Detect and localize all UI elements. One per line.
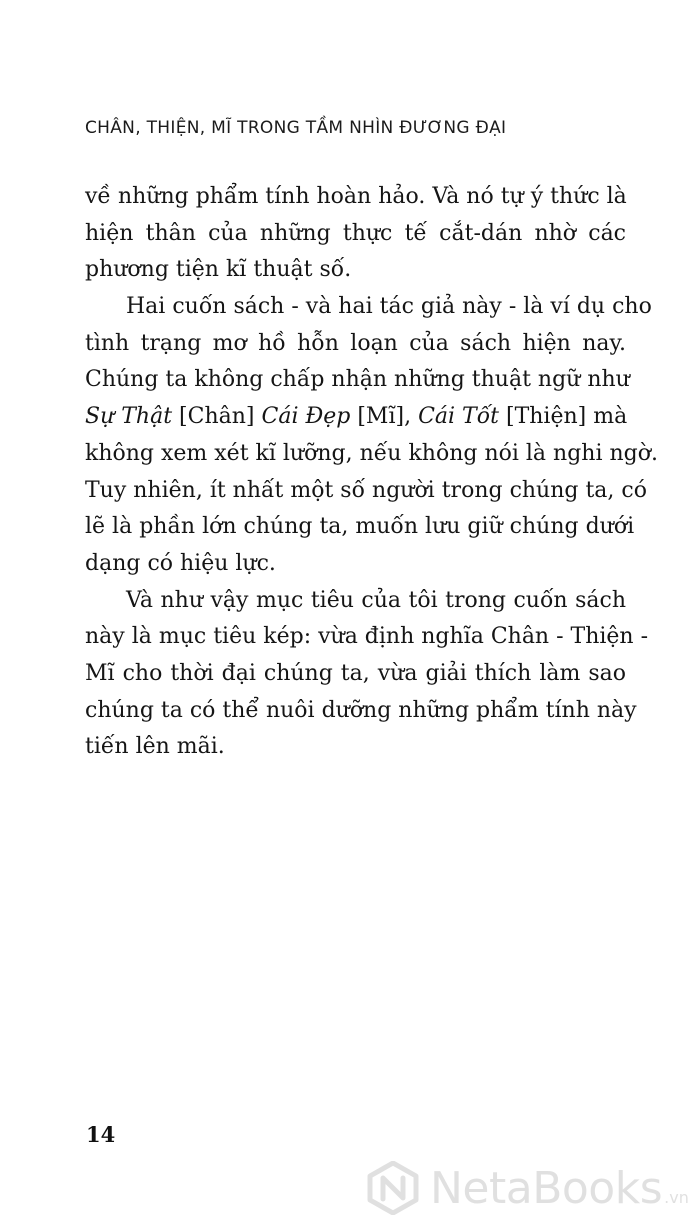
text-line: dạng có hiệu lực. bbox=[85, 550, 276, 576]
text-line: tiến lên mãi. bbox=[85, 734, 225, 760]
text-line: Và như vậy mục tiêu của tôi trong cuốn sách bbox=[126, 587, 626, 613]
term-beauty: Cái Đẹp bbox=[261, 404, 351, 430]
text-line: tình trạng mơ hồ hỗn loạn của sách hiện nay. bbox=[85, 330, 626, 356]
term-beauty-bracket: [Mĩ], bbox=[350, 404, 419, 430]
body-text bbox=[85, 179, 658, 766]
text-line: Chúng ta không chấp nhận những thuật ngữ như bbox=[85, 367, 630, 393]
watermark-text: NetaBooks bbox=[430, 1162, 663, 1214]
running-header: CHÂN, THIỆN, MĨ TRONG TẦM NHÌN ĐƯƠNG ĐẠI bbox=[85, 118, 507, 138]
text-line: Tuy nhiên, ít nhất một số người trong chúng ta, có bbox=[85, 477, 647, 503]
term-goodness: Cái Tốt bbox=[418, 404, 500, 430]
watermark-suffix: .vn bbox=[664, 1187, 689, 1207]
term-truth-bracket: [Chân] bbox=[172, 404, 262, 430]
text-line: này là mục tiêu kép: vừa định nghĩa Chân - Thiện - bbox=[85, 624, 649, 650]
text-line: phương tiện kĩ thuật số. bbox=[85, 257, 352, 283]
text-line: lẽ là phần lớn chúng ta, muốn lưu giữ chúng dưới bbox=[85, 514, 635, 540]
page-number: 14 bbox=[86, 1122, 116, 1147]
text-line: về những phẩm tính hoàn hảo. Và nó tự ý thức là bbox=[85, 184, 627, 209]
text-line-mixed bbox=[85, 399, 626, 436]
text-line: hiện thân của những thực tế cắt-dán nhờ các bbox=[85, 220, 626, 246]
text-line: Hai cuốn sách - và hai tác giả này - là ví dụ cho bbox=[126, 294, 652, 320]
netabooks-logo-icon bbox=[366, 1161, 420, 1215]
term-goodness-bracket: [Thiện] mà bbox=[499, 404, 628, 430]
text-line: chúng ta có thể nuôi dưỡng những phẩm tính này bbox=[85, 697, 637, 723]
text-line: không xem xét kĩ lưỡng, nếu không nói là nghi ngờ. bbox=[85, 440, 658, 466]
term-truth: Sự Thật bbox=[85, 404, 173, 430]
watermark bbox=[366, 1156, 689, 1220]
text-line: Mĩ cho thời đại chúng ta, vừa giải thích làm sao bbox=[85, 660, 626, 686]
